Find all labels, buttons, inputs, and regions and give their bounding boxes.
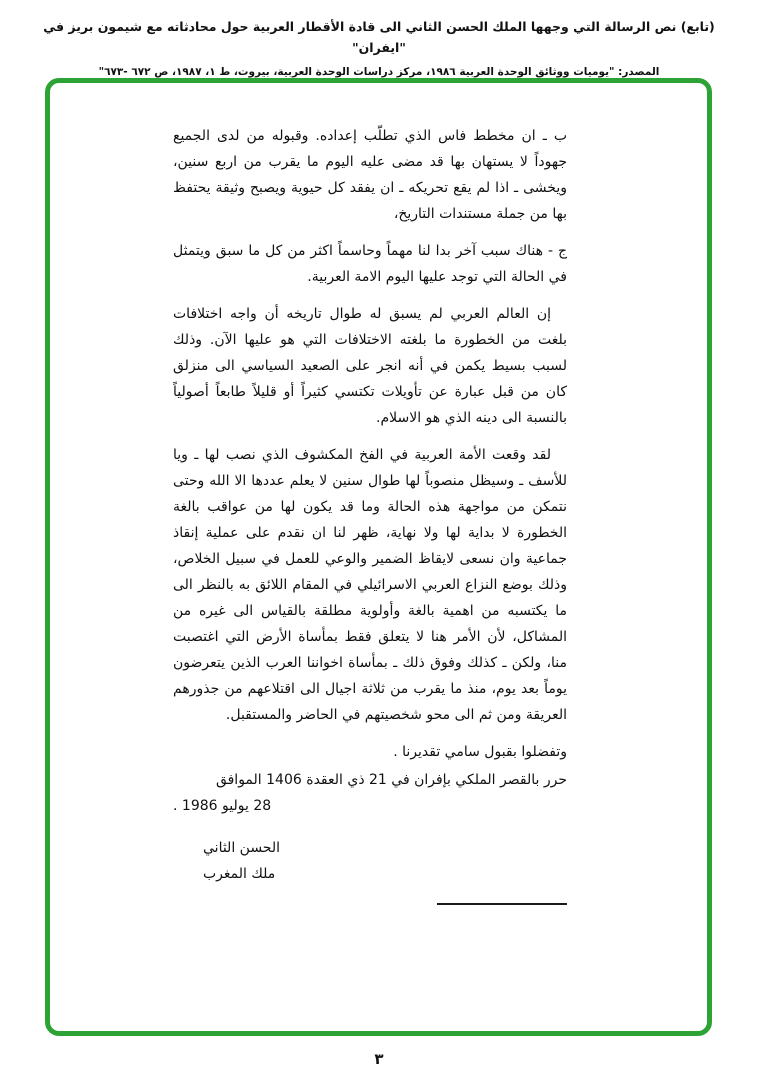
dateline-place: حرر بالقصر الملكي بإفران في 21 ذي العقدة 1406 الموافق: [215, 772, 567, 788]
page-number: ٣: [374, 1050, 384, 1068]
letter-frame: [45, 78, 712, 1036]
paragraph-j: ج - هناك سبب آخر بدا لنا مهماً وحاسماً اكثر من كل ما سبق ويتمثل في الحالة التي توجد عليها اليوم الامة العربية.: [173, 243, 567, 285]
signature-title: ملك المغرب: [203, 866, 276, 882]
paragraph-b: ب ـ ان مخطط فاس الذي تطلّب إعداده. وقبوله من لدى الجميع جهوداً لا يستهان بها قد مضى عليه اليوم ما يقرب من اربع سنين، ويخشى ـ اذا لم يقع تحريكه ـ ان يفقد كل حيوية ويصبح وثيقة يحتفظ بها من جملة مستندات التاريخ،: [173, 128, 567, 222]
paragraph-arab-world: إن العالم العربي لم يسبق له طوال تاريخه أن واجه اختلافات بلغت من الخطورة ما بلغته الاختلافات التي هو عليها الآن. وذلك لسبب بسيط يكمن في أنه انجر على الصعيد السياسي الى منزلق كان من قبل عبارة عن تأويلات تكتسي كثيراً أو قليلاً طابعاً أصولياً بالنسبة الى دينه الذي هو الاسلام.: [173, 306, 567, 426]
signature-name: الحسن الثاني: [203, 840, 280, 856]
signature-divider: [437, 903, 567, 905]
dateline-gregorian: 28 يوليو 1986 .: [173, 798, 272, 814]
signature-block: [173, 835, 567, 887]
paragraph-trap: لقد وقعت الأمة العربية في الفخ المكشوف الذي نصب لها ـ ويا للأسف ـ وسيظل منصوباً لها طوال سنين لا يعلم عددها الا الله وحتى نتمكن من مواجهة هذه الحالة وما قد يكون لها من عواقب بالغة الخطورة لا بداية لها ولا نهاية، ظهر لنا ان نقدم على عملية إنقاذ جماعية وان نسعى لايقاظ الضمير والوعي للعمل في سبيل الخلاص، وذلك بوضع النزاع العربي الاسرائيلي في المقام اللائق به بالنظر الى ما يكتسبه من اهمية بالغة وأولوية مطلقة بالقياس الى غيره من المشاكل، لأن الأمر هنا لا يتعلق فقط بمأساة الأرض التي اغتصبت منا، ولكن ـ كذلك وفوق ذلك ـ بمأساة اخواننا العرب الذين يتعرضون يوماً بعد يوم، منذ ما يقرب من ثلاثة اجيال الى اقتلاعهم من جذورهم العريقة ومن ثم الى محو شخصيتهم في الحاضر والمستقبل.: [173, 447, 567, 723]
document-header: [22, 16, 736, 80]
closing-salutation: وتفضلوا بقبول سامي تقديرنا .: [393, 744, 567, 760]
document-source: المصدر: "يوميات ووثائق الوحدة العربية ١٩٨٦، مركز دراسات الوحدة العربية، بيروت، ط ١، ١٩٨٧، ص ٦٧٢ -٦٧٣": [98, 65, 660, 78]
document-title: (تابع) نص الرسالة التي وجهها الملك الحسن الثاني الى قادة الأقطار العربية حول محادثاته مع شيمون بريز في "ايفران": [43, 19, 715, 56]
letter-body: [50, 83, 707, 1031]
